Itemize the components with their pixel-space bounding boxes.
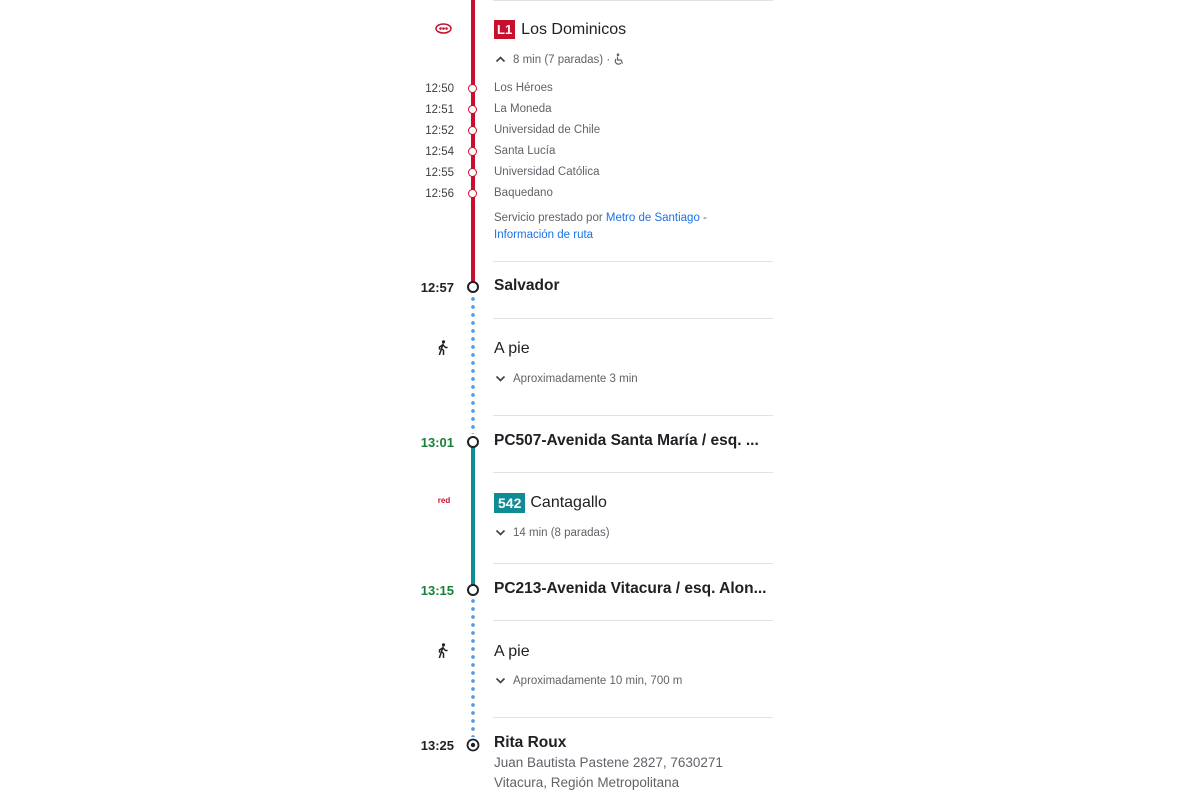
metro-stops-toggle[interactable]	[494, 53, 625, 66]
bus-route-line	[471, 441, 475, 589]
destination-icon	[466, 738, 480, 752]
bus-headsign: Cantagallo	[530, 494, 607, 511]
destination-address	[494, 753, 723, 793]
walk-detail: Aproximadamente 10 min, 700 m	[513, 674, 683, 687]
metro-route-line	[471, 0, 475, 286]
stop-time: 12:56	[425, 188, 454, 200]
stop-title[interactable]: Salvador	[494, 277, 560, 294]
stop-title[interactable]: PC507-Avenida Santa María / esq. ...	[494, 432, 759, 449]
operator-link[interactable]: Metro de Santiago	[605, 212, 700, 224]
walk-icon	[437, 340, 449, 355]
stop-name: Los Héroes	[494, 82, 553, 94]
stop-time: 12:50	[425, 83, 454, 95]
service-info	[494, 210, 764, 243]
bus-summary: 14 min (8 paradas)	[513, 526, 610, 539]
stop-time: 12:51	[425, 104, 454, 116]
walk-route-line	[471, 295, 475, 434]
walk-title: A pie	[494, 643, 530, 660]
stop-time: 12:54	[425, 146, 454, 158]
metro-leg-header[interactable]	[494, 20, 626, 39]
stop-time: 12:55	[425, 167, 454, 179]
metro-headsign: Los Dominicos	[521, 20, 627, 38]
divider	[493, 0, 773, 1]
bus-operator-icon: red	[437, 496, 451, 505]
stop-marker	[468, 126, 477, 135]
walk-route-line	[471, 597, 475, 737]
bus-stops-toggle[interactable]	[494, 526, 610, 539]
divider	[493, 717, 773, 718]
stop-node	[467, 584, 479, 596]
stop-node	[467, 436, 479, 448]
arrival-time: 13:25	[420, 738, 454, 753]
address-line: Vitacura, Región Metropolitana	[494, 775, 680, 790]
departure-time: 13:01	[420, 435, 454, 450]
divider	[493, 563, 773, 564]
divider	[493, 318, 773, 319]
stop-name: Baquedano	[494, 187, 553, 199]
stop-marker	[468, 168, 477, 177]
stop-name: Universidad Católica	[494, 166, 600, 178]
walk-icon	[437, 643, 449, 658]
bus-leg-header[interactable]	[494, 493, 607, 513]
stop-title[interactable]: PC213-Avenida Vitacura / esq. Alon...	[494, 580, 767, 597]
address-line: Juan Bautista Pastene 2827, 7630271	[494, 755, 723, 770]
service-separator: -	[699, 212, 707, 224]
stop-marker	[468, 84, 477, 93]
divider	[493, 261, 773, 262]
divider	[493, 415, 773, 416]
destination-name[interactable]: Rita Roux	[494, 734, 567, 751]
wheelchair-icon	[613, 53, 625, 66]
chevron-down-icon	[494, 674, 507, 687]
stop-name: Santa Lucía	[494, 145, 556, 157]
walk-detail: Aproximadamente 3 min	[513, 372, 638, 385]
walk-details-toggle[interactable]	[494, 372, 638, 385]
stop-node	[467, 281, 479, 293]
metro-icon	[435, 23, 452, 34]
chevron-down-icon	[494, 372, 507, 385]
metro-summary: 8 min (7 paradas) ·	[513, 53, 611, 66]
service-prefix: Servicio prestado por	[494, 212, 606, 224]
arrival-time: 13:15	[420, 583, 454, 598]
walk-title: A pie	[494, 340, 530, 357]
stop-marker	[468, 147, 477, 156]
divider	[493, 620, 773, 621]
route-info-link[interactable]: Información de ruta	[494, 228, 594, 241]
stop-name: Universidad de Chile	[494, 124, 601, 136]
stop-name: La Moneda	[494, 103, 552, 115]
chevron-up-icon	[494, 53, 507, 66]
bus-route-badge: 542	[494, 493, 525, 513]
stop-time: 12:52	[425, 125, 454, 137]
line-badge: L1	[494, 20, 515, 39]
chevron-down-icon	[494, 526, 507, 539]
stop-marker	[468, 105, 477, 114]
divider	[493, 472, 773, 473]
walk-details-toggle[interactable]	[494, 674, 682, 687]
arrival-time: 12:57	[420, 280, 454, 295]
stop-marker	[468, 189, 477, 198]
